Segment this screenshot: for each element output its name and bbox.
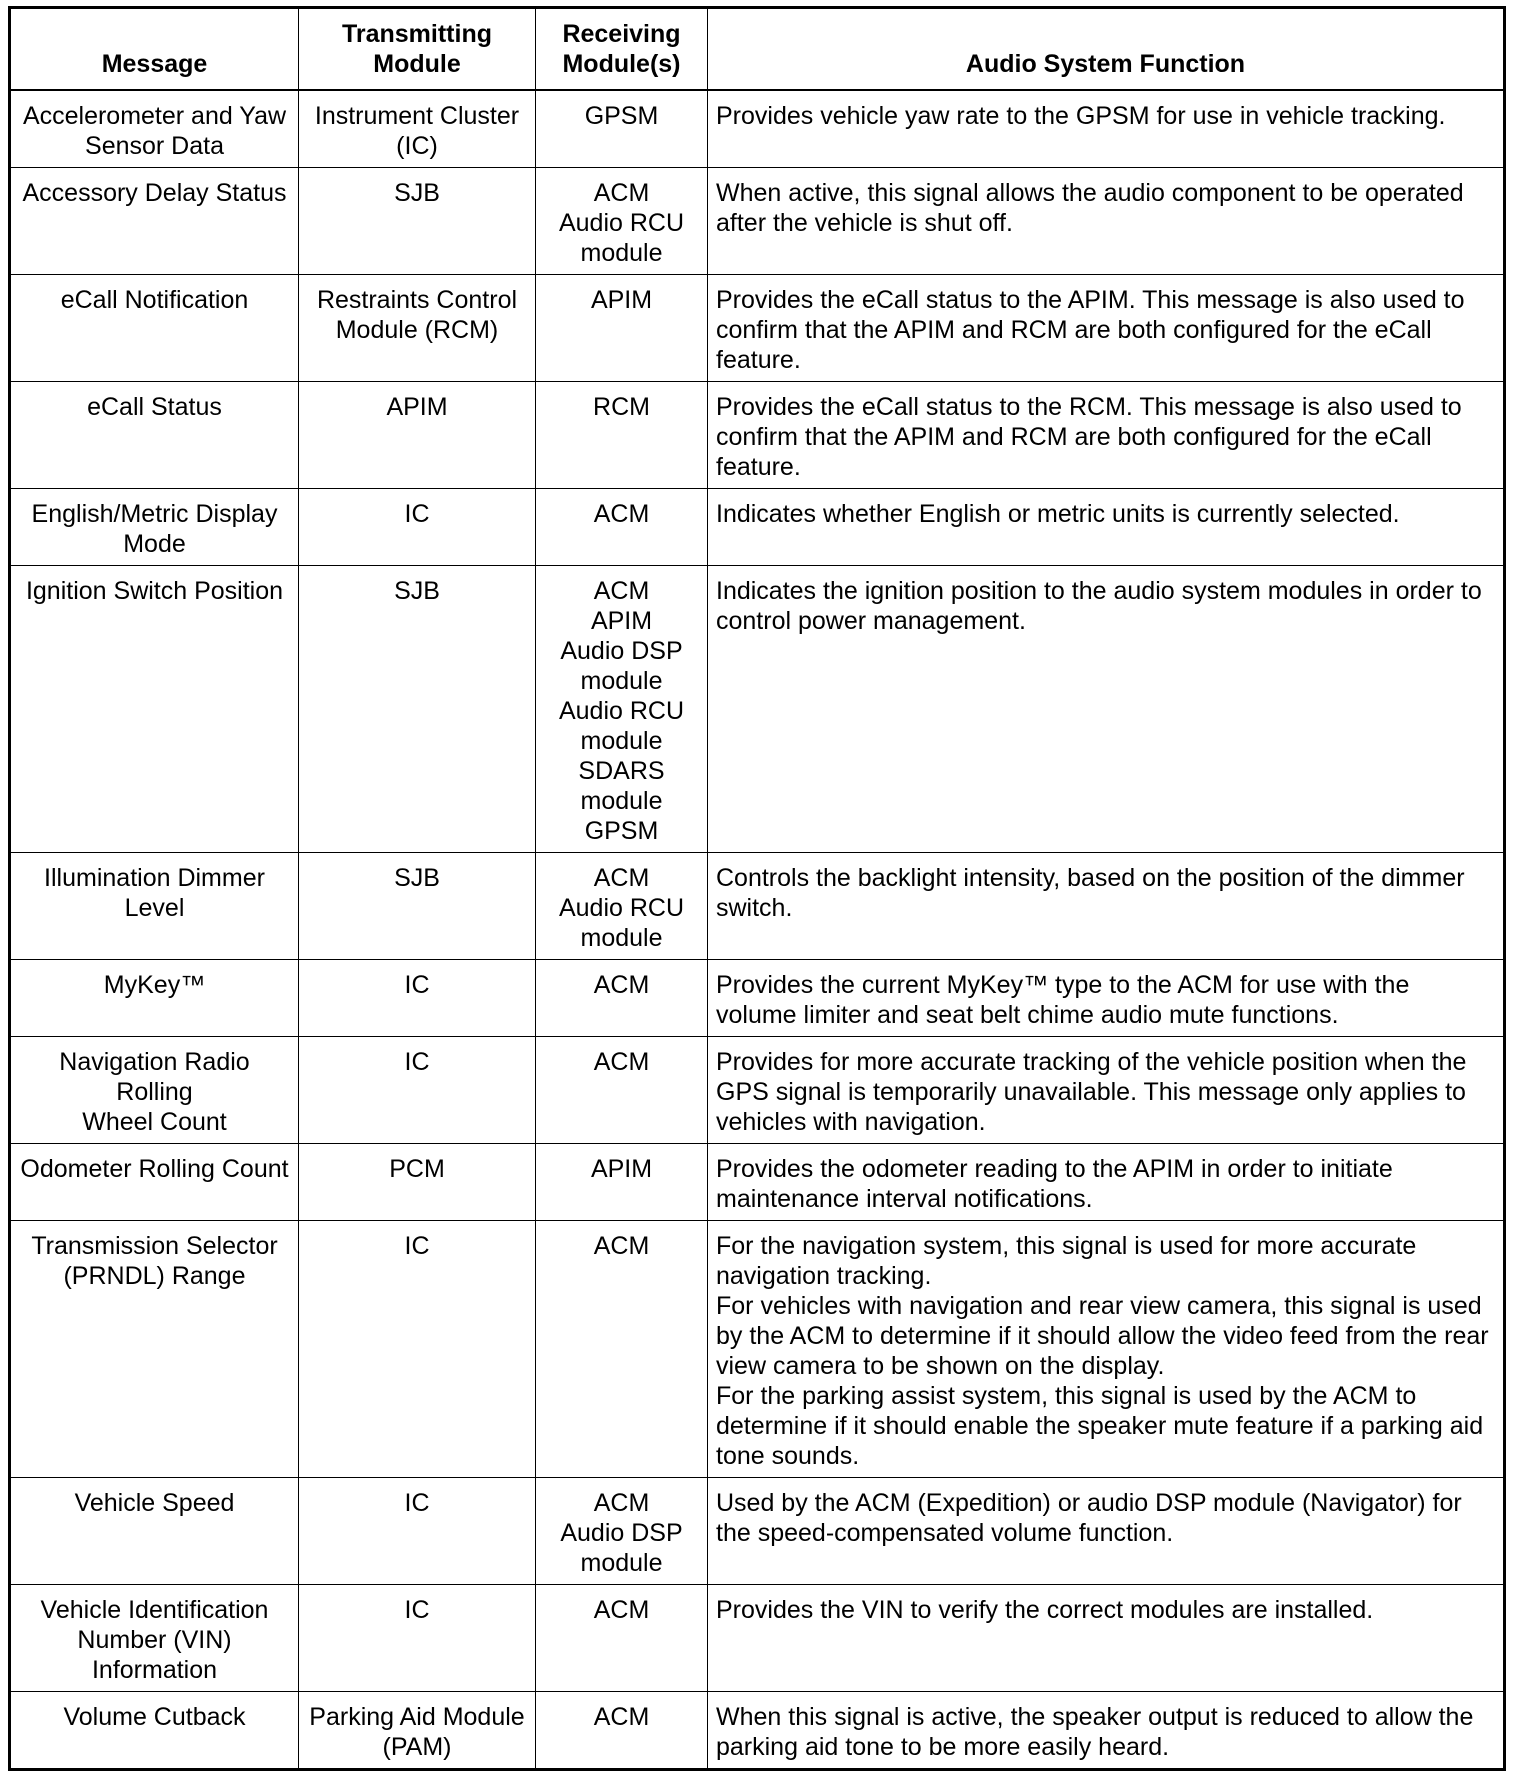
message-line: English/Metric Display bbox=[31, 500, 278, 528]
receiving-modules-cell bbox=[536, 853, 708, 960]
receiving-modules-cell bbox=[536, 382, 708, 489]
header-row bbox=[10, 8, 1505, 91]
audio-function-line: navigation tracking. bbox=[716, 1262, 932, 1290]
message-line: Accessory Delay Status bbox=[22, 179, 287, 207]
audio-function-line: feature. bbox=[716, 453, 801, 481]
audio-function-line: vehicles with navigation. bbox=[716, 1108, 986, 1136]
message-cell bbox=[10, 1692, 299, 1770]
header-function-text: Audio System Function bbox=[965, 50, 1246, 78]
audio-function-line: GPS signal is temporarily unavailable. This message only applies to bbox=[716, 1078, 1466, 1106]
audio-function-cell bbox=[708, 960, 1505, 1037]
message-cell bbox=[10, 90, 299, 168]
receiving-modules-cell bbox=[536, 90, 708, 168]
header-receiving-line: Module(s) bbox=[562, 50, 681, 78]
header-function bbox=[708, 8, 1505, 91]
header-transmitting-line: Module bbox=[373, 50, 461, 78]
table-row bbox=[10, 382, 1505, 489]
message-line: Vehicle Identification bbox=[40, 1596, 269, 1624]
receiving-module-line: GPSM bbox=[584, 102, 659, 130]
transmitting-module-line: Parking Aid Module bbox=[309, 1703, 525, 1731]
audio-function-line: confirm that the APIM and RCM are both configured for the eCall bbox=[716, 316, 1432, 344]
message-line: eCall Status bbox=[87, 393, 222, 421]
receiving-modules-cell bbox=[536, 1585, 708, 1692]
audio-function-line: Provides the current MyKey™ type to the ACM for use with the bbox=[716, 971, 1410, 999]
audio-function-cell bbox=[708, 168, 1505, 275]
transmitting-module-line: IC bbox=[404, 500, 430, 528]
audio-function-line: Indicates whether English or metric units is currently selected. bbox=[716, 500, 1400, 528]
audio-function-line: feature. bbox=[716, 346, 801, 374]
receiving-module-line: module bbox=[580, 1549, 663, 1577]
audio-function-cell bbox=[708, 382, 1505, 489]
message-line: Information bbox=[91, 1656, 218, 1684]
message-line: eCall Notification bbox=[60, 286, 249, 314]
transmitting-module-cell bbox=[299, 382, 536, 489]
table-row bbox=[10, 168, 1505, 275]
table-row bbox=[10, 275, 1505, 382]
transmitting-module-cell bbox=[299, 960, 536, 1037]
message-line: Mode bbox=[123, 530, 186, 558]
audio-function-cell bbox=[708, 566, 1505, 853]
table-body bbox=[10, 90, 1505, 1770]
receiving-module-line: ACM bbox=[593, 179, 650, 207]
message-line: Odometer Rolling Count bbox=[20, 1155, 289, 1183]
transmitting-module-line: (IC) bbox=[396, 132, 438, 160]
receiving-modules-cell bbox=[536, 1478, 708, 1585]
receiving-module-line: GPSM bbox=[584, 817, 659, 845]
audio-function-line: Controls the backlight intensity, based on the position of the dimmer bbox=[716, 864, 1465, 892]
message-line: Illumination Dimmer bbox=[44, 864, 265, 892]
receiving-module-line: Audio RCU bbox=[558, 697, 685, 725]
receiving-modules-cell bbox=[536, 1037, 708, 1144]
receiving-module-line: ACM bbox=[593, 1596, 650, 1624]
transmitting-module-line: SJB bbox=[394, 864, 440, 892]
table-row bbox=[10, 566, 1505, 853]
table-row bbox=[10, 1478, 1505, 1585]
audio-function-line: the speed-compensated volume function. bbox=[716, 1519, 1174, 1547]
receiving-module-line: RCM bbox=[593, 393, 650, 421]
message-cell bbox=[10, 566, 299, 853]
message-cell bbox=[10, 853, 299, 960]
message-line: Sensor Data bbox=[85, 132, 224, 160]
transmitting-module-line: IC bbox=[404, 971, 430, 999]
audio-function-line: volume limiter and seat belt chime audio mute functions. bbox=[716, 1001, 1339, 1029]
table-row bbox=[10, 90, 1505, 168]
receiving-module-line: ACM bbox=[593, 1703, 650, 1731]
message-line: MyKey™ bbox=[103, 971, 206, 999]
message-cell bbox=[10, 1144, 299, 1221]
receiving-module-line: ACM bbox=[593, 500, 650, 528]
receiving-module-line: Audio RCU bbox=[558, 209, 685, 237]
header-receiving bbox=[536, 8, 708, 91]
transmitting-module-cell bbox=[299, 168, 536, 275]
transmitting-module-line: APIM bbox=[386, 393, 448, 421]
transmitting-module-line: SJB bbox=[394, 577, 440, 605]
audio-function-line: When this signal is active, the speaker output is reduced to allow the bbox=[716, 1703, 1474, 1731]
audio-function-cell bbox=[708, 275, 1505, 382]
transmitting-module-cell bbox=[299, 1692, 536, 1770]
audio-function-line: Provides vehicle yaw rate to the GPSM for use in vehicle tracking. bbox=[716, 102, 1446, 130]
header-transmitting bbox=[299, 8, 536, 91]
receiving-module-line: module bbox=[580, 727, 663, 755]
table-row bbox=[10, 1037, 1505, 1144]
transmitting-module-line: IC bbox=[404, 1489, 430, 1517]
receiving-module-line: module bbox=[580, 924, 663, 952]
audio-function-line: after the vehicle is shut off. bbox=[716, 209, 1013, 237]
table-row bbox=[10, 489, 1505, 566]
audio-function-line: tone sounds. bbox=[716, 1442, 860, 1470]
message-cell bbox=[10, 382, 299, 489]
receiving-module-line: ACM bbox=[593, 864, 650, 892]
message-line: Level bbox=[124, 894, 185, 922]
message-line: Transmission Selector bbox=[31, 1232, 278, 1260]
receiving-module-line: module bbox=[580, 667, 663, 695]
receiving-module-line: ACM bbox=[593, 577, 650, 605]
audio-function-line: Provides the odometer reading to the APIM in order to initiate bbox=[716, 1155, 1393, 1183]
header-receiving-line: Receiving bbox=[562, 20, 681, 48]
audio-function-cell bbox=[708, 1144, 1505, 1221]
transmitting-module-line: Instrument Cluster bbox=[314, 102, 520, 130]
receiving-module-line: Audio DSP bbox=[560, 637, 683, 665]
message-line: (PRNDL) Range bbox=[63, 1262, 246, 1290]
audio-function-cell bbox=[708, 1221, 1505, 1478]
receiving-module-line: SDARS bbox=[578, 757, 665, 785]
transmitting-module-cell bbox=[299, 1037, 536, 1144]
receiving-module-line: Audio DSP bbox=[560, 1519, 683, 1547]
header-message bbox=[10, 8, 299, 91]
receiving-module-line: module bbox=[580, 787, 663, 815]
receiving-module-line: APIM bbox=[590, 1155, 653, 1183]
audio-function-line: view camera to be shown on the display. bbox=[716, 1352, 1165, 1380]
transmitting-module-line: (PAM) bbox=[382, 1733, 452, 1761]
receiving-modules-cell bbox=[536, 489, 708, 566]
receiving-module-line: Audio RCU bbox=[558, 894, 685, 922]
table-row bbox=[10, 853, 1505, 960]
audio-function-line: by the ACM to determine if it should allow the video feed from the rear bbox=[716, 1322, 1489, 1350]
audio-messages-table bbox=[8, 6, 1506, 1771]
receiving-modules-cell bbox=[536, 960, 708, 1037]
message-line: Number (VIN) bbox=[77, 1626, 232, 1654]
receiving-module-line: APIM bbox=[590, 286, 653, 314]
table-row bbox=[10, 960, 1505, 1037]
receiving-modules-cell bbox=[536, 168, 708, 275]
message-line: Vehicle Speed bbox=[74, 1489, 235, 1517]
audio-function-line: Provides the eCall status to the APIM. This message is also used to bbox=[716, 286, 1465, 314]
message-cell bbox=[10, 1221, 299, 1478]
page bbox=[8, 6, 1506, 1771]
transmitting-module-line: IC bbox=[404, 1596, 430, 1624]
receiving-modules-cell bbox=[536, 275, 708, 382]
transmitting-module-line: IC bbox=[404, 1048, 430, 1076]
header-transmitting-line: Transmitting bbox=[341, 20, 492, 48]
message-cell bbox=[10, 1478, 299, 1585]
audio-function-cell bbox=[708, 1478, 1505, 1585]
message-cell bbox=[10, 960, 299, 1037]
message-cell bbox=[10, 168, 299, 275]
receiving-module-line: ACM bbox=[593, 971, 650, 999]
table-row bbox=[10, 1585, 1505, 1692]
transmitting-module-line: IC bbox=[404, 1232, 430, 1260]
receiving-module-line: ACM bbox=[593, 1489, 650, 1517]
message-line: Navigation Radio Rolling bbox=[59, 1048, 250, 1106]
audio-function-line: parking aid tone to be more easily heard. bbox=[716, 1733, 1170, 1761]
transmitting-module-cell bbox=[299, 1221, 536, 1478]
message-line: Volume Cutback bbox=[63, 1703, 246, 1731]
message-cell bbox=[10, 1037, 299, 1144]
audio-function-cell bbox=[708, 1037, 1505, 1144]
transmitting-module-line: SJB bbox=[394, 179, 440, 207]
table-row bbox=[10, 1144, 1505, 1221]
transmitting-module-line: Restraints Control bbox=[316, 286, 518, 314]
audio-function-line: For the parking assist system, this signal is used by the ACM to bbox=[716, 1382, 1417, 1410]
receiving-modules-cell bbox=[536, 1221, 708, 1478]
audio-function-line: Provides for more accurate tracking of the vehicle position when the bbox=[716, 1048, 1467, 1076]
message-cell bbox=[10, 1585, 299, 1692]
transmitting-module-cell bbox=[299, 90, 536, 168]
receiving-modules-cell bbox=[536, 1144, 708, 1221]
message-line: Wheel Count bbox=[82, 1108, 227, 1136]
audio-function-line: switch. bbox=[716, 894, 793, 922]
message-line: Accelerometer and Yaw bbox=[22, 102, 287, 130]
table-row bbox=[10, 1692, 1505, 1770]
audio-function-line: control power management. bbox=[716, 607, 1026, 635]
audio-function-line: When active, this signal allows the audio component to be operated bbox=[716, 179, 1464, 207]
audio-function-line: maintenance interval notifications. bbox=[716, 1185, 1093, 1213]
receiving-module-line: APIM bbox=[590, 607, 653, 635]
audio-function-line: confirm that the APIM and RCM are both configured for the eCall bbox=[716, 423, 1432, 451]
message-line: Ignition Switch Position bbox=[25, 577, 284, 605]
transmitting-module-line: Module (RCM) bbox=[335, 316, 499, 344]
receiving-module-line: ACM bbox=[593, 1232, 650, 1260]
transmitting-module-cell bbox=[299, 1144, 536, 1221]
transmitting-module-cell bbox=[299, 566, 536, 853]
audio-function-line: determine if it should enable the speaker mute feature if a parking aid bbox=[716, 1412, 1484, 1440]
audio-function-line: For the navigation system, this signal is used for more accurate bbox=[716, 1232, 1417, 1260]
audio-function-line: Indicates the ignition position to the audio system modules in order to bbox=[716, 577, 1482, 605]
message-cell bbox=[10, 489, 299, 566]
header-message-text: Message bbox=[101, 50, 208, 78]
receiving-modules-cell bbox=[536, 566, 708, 853]
transmitting-module-cell bbox=[299, 1585, 536, 1692]
audio-function-line: Provides the VIN to verify the correct modules are installed. bbox=[716, 1596, 1374, 1624]
transmitting-module-cell bbox=[299, 489, 536, 566]
audio-function-cell bbox=[708, 853, 1505, 960]
audio-function-cell bbox=[708, 1585, 1505, 1692]
audio-function-line: For vehicles with navigation and rear view camera, this signal is used bbox=[716, 1292, 1482, 1320]
transmitting-module-cell bbox=[299, 853, 536, 960]
receiving-modules-cell bbox=[536, 1692, 708, 1770]
audio-function-cell bbox=[708, 1692, 1505, 1770]
receiving-module-line: module bbox=[580, 239, 663, 267]
audio-function-cell bbox=[708, 489, 1505, 566]
audio-function-line: Provides the eCall status to the RCM. This message is also used to bbox=[716, 393, 1462, 421]
transmitting-module-cell bbox=[299, 1478, 536, 1585]
transmitting-module-line: PCM bbox=[389, 1155, 445, 1183]
message-cell bbox=[10, 275, 299, 382]
audio-function-cell bbox=[708, 90, 1505, 168]
audio-function-line: Used by the ACM (Expedition) or audio DSP module (Navigator) for bbox=[716, 1489, 1462, 1517]
table-row bbox=[10, 1221, 1505, 1478]
receiving-module-line: ACM bbox=[593, 1048, 650, 1076]
transmitting-module-cell bbox=[299, 275, 536, 382]
